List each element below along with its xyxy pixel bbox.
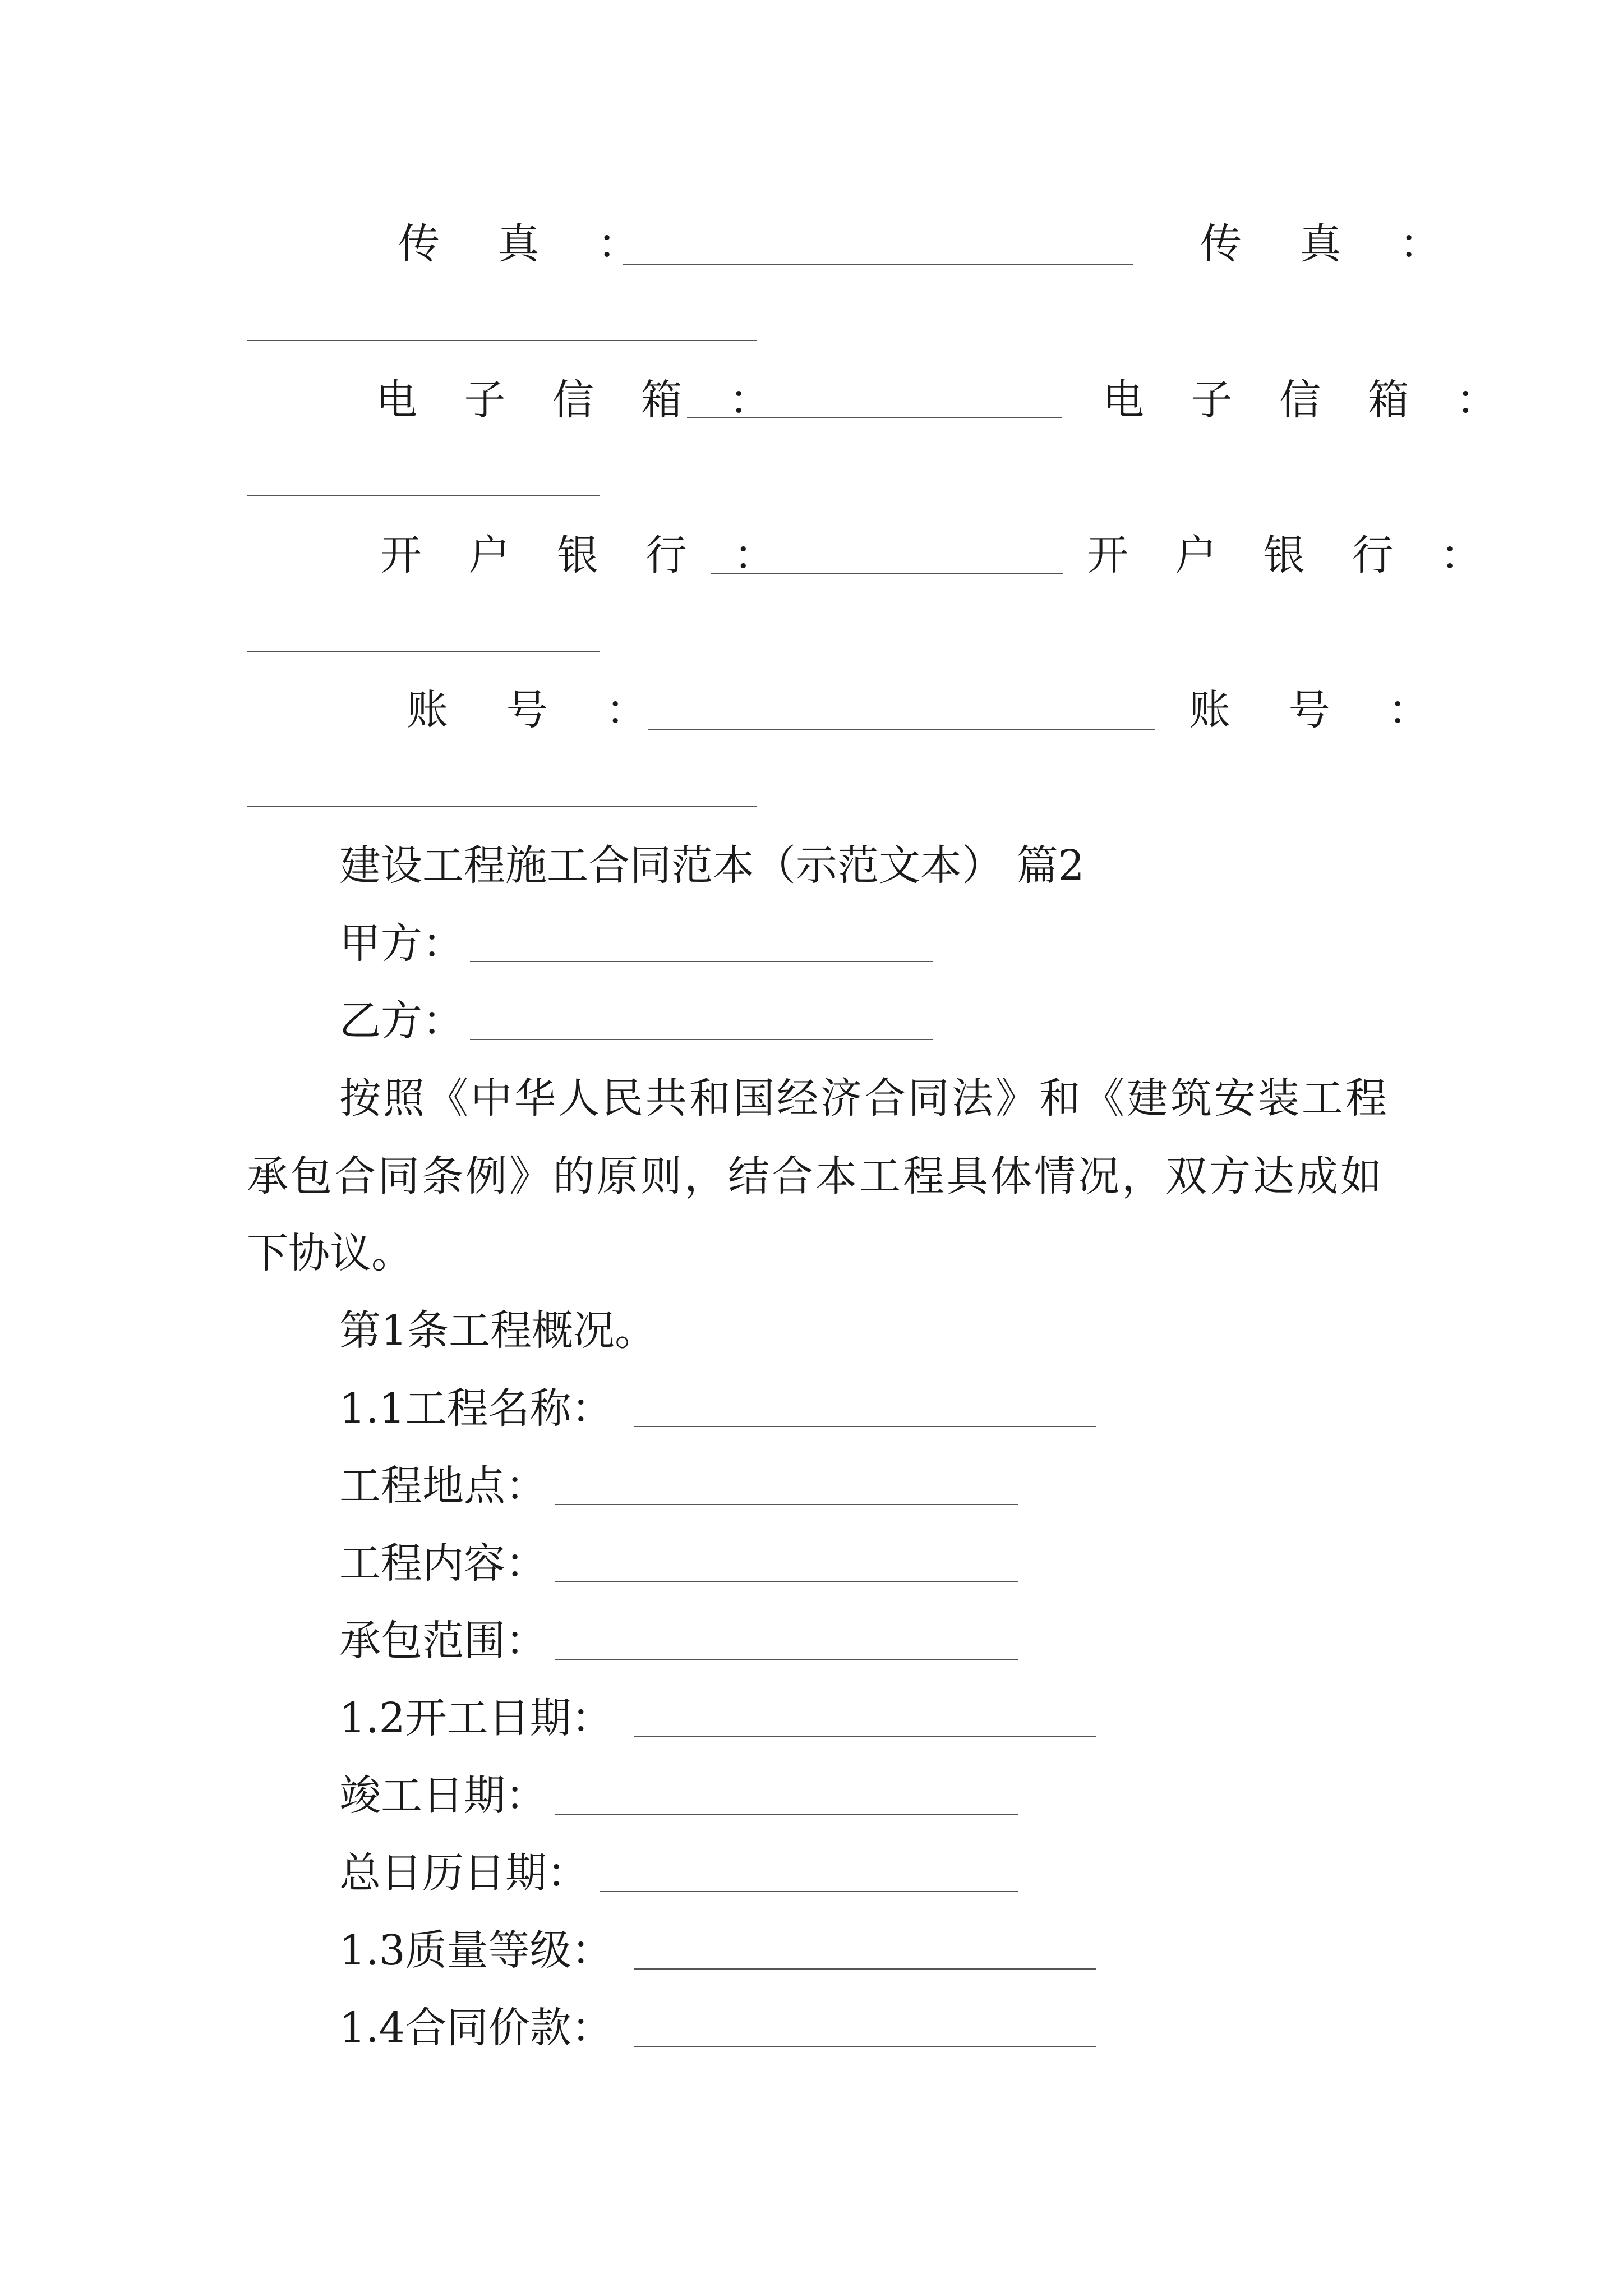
account-input-left[interactable] [648, 729, 1155, 730]
field-completion-date-label: 竣工日期： [339, 1772, 547, 1820]
email-input-right[interactable] [247, 495, 600, 496]
email-label-right: 电 子 信 箱 ： [1103, 376, 1515, 424]
article-1-title: 第1条工程概况。 [339, 1306, 657, 1355]
fax-label-right: 传 真 ： [1200, 220, 1464, 268]
field-total-days-input[interactable] [600, 1891, 1018, 1892]
intro-line-1: 按照《中华人民共和国经济合同法》和《建筑安装工程 [339, 1074, 1389, 1122]
bank-label-right: 开 户 银 行 ： [1087, 531, 1499, 579]
bank-label-left: 开 户 银 行 ： [380, 531, 792, 579]
account-input-right[interactable] [247, 806, 757, 807]
field-total-days-label: 总日历日期： [339, 1849, 588, 1897]
fax-label-left: 传 真 ： [398, 220, 662, 268]
party-a-label: 甲方： [339, 919, 464, 968]
fax-input-left[interactable] [623, 264, 1133, 265]
field-project-name-label: 1.1工程名称： [339, 1384, 613, 1433]
field-project-name-input[interactable] [634, 1426, 1096, 1427]
field-completion-date-input[interactable] [555, 1814, 1018, 1815]
section-title: 建设工程施工合同范本（示范文本） 篇2 [339, 841, 1085, 890]
account-label-right: 账 号 ： [1189, 686, 1453, 734]
field-project-content-input[interactable] [555, 1581, 1018, 1582]
field-contract-price-input[interactable] [634, 2046, 1096, 2047]
email-label-left: 电 子 信 箱 ： [376, 376, 788, 424]
field-contract-price-label: 1.4合同价款： [339, 2004, 613, 2052]
account-label-left: 账 号 ： [407, 686, 670, 734]
bank-input-left[interactable] [711, 573, 1063, 574]
email-input-left[interactable] [687, 417, 1062, 418]
field-project-location-label: 工程地点： [339, 1462, 547, 1510]
party-a-input[interactable] [470, 961, 933, 962]
bank-input-right[interactable] [247, 651, 600, 652]
field-project-location-input[interactable] [555, 1504, 1018, 1505]
field-quality-grade-input[interactable] [634, 1968, 1096, 1970]
field-start-date-label: 1.2开工日期： [339, 1694, 613, 1742]
field-contract-scope-input[interactable] [555, 1659, 1018, 1660]
field-quality-grade-label: 1.3质量等级： [339, 1926, 613, 1975]
fax-input-right[interactable] [247, 340, 757, 341]
intro-line-3: 下协议。 [247, 1229, 413, 1277]
party-b-label: 乙方： [339, 997, 464, 1045]
field-start-date-input[interactable] [634, 1736, 1096, 1737]
field-contract-scope-label: 承包范围： [339, 1617, 547, 1665]
party-b-input[interactable] [470, 1039, 933, 1040]
intro-line-2: 承包合同条例》的原则，结合本工程具体情况，双方达成如 [247, 1152, 1384, 1200]
field-project-content-label: 工程内容： [339, 1539, 547, 1588]
